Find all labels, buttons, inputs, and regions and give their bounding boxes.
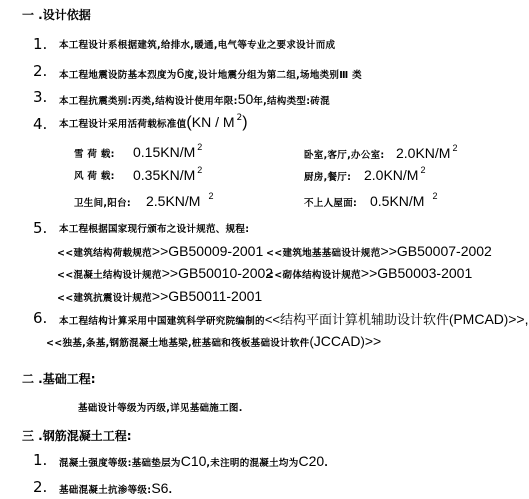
section-2-header: 二 .基础工程: [22, 372, 96, 386]
item-4-exp: 2 [236, 113, 243, 123]
roof-load-label: 不上人屋面: [304, 198, 358, 209]
code-3: <<混凝土结构设计规范>>GB50010-2002 [57, 265, 274, 281]
code-1: <<建筑结构荷载规范>>GB50009-2001 [57, 243, 264, 259]
snow-load-value: 0.15KN/M $^2$ [133, 142, 203, 160]
toilet-load-value: 2.5KN/M $^2$ [146, 191, 214, 209]
item-2-pre: 本工程地震设防基本烈度为 [59, 70, 177, 81]
code-2: <<建筑地基基础设计规范>>GB50007-2002 [266, 243, 492, 259]
code-5: <<建筑抗震设计规范>>GB50011-2001 [57, 288, 263, 304]
section-1-header: 一 .设计依据 [22, 8, 91, 22]
item-4-unit: KN / M [191, 114, 235, 130]
item-3-post: 年,结构类型:砖混 [253, 96, 330, 107]
wind-load-label: 风 荷 载: [74, 171, 115, 182]
item-6-number: 6. [33, 309, 48, 327]
s3-item-1-line: 混凝土强度等级:基础垫层为C10,未注明的混凝土均为C20. [59, 453, 329, 469]
item-3-pre: 本工程抗震类别:丙类,结构设计使用年限: [59, 96, 238, 107]
item-4-line: 本工程设计采用活荷载标准值(KN / M $^2$) [59, 113, 248, 131]
item-1-text: 本工程设计系根据建筑,给排水,暖通,电气等专业之要求设计而成 [59, 40, 336, 51]
item-5-text: 本工程根据国家现行颁布之设计规范、规程: [59, 224, 250, 235]
code-4: <<砌体结构设计规范>>GB50003-2001 [266, 265, 473, 281]
item-3-years: 50 [237, 91, 254, 107]
item-3-line [59, 91, 330, 107]
item-2-number: 2. [33, 62, 48, 80]
roof-load-value: 0.5KN/M $^2$ [370, 191, 438, 209]
section-3-header: 三 .钢筋混凝土工程: [22, 429, 132, 443]
kitchen-load-label: 厨房,餐厅: [304, 172, 352, 183]
item-2-post: 度,设计地震分组为第二组,场地类别Ⅲ 类 [184, 70, 362, 81]
section-2-text: 基础设计等级为丙级,详见基础施工图. [78, 403, 243, 414]
s3-item-2-line: 基础混凝土抗渗等级:S6. [59, 480, 173, 496]
wind-load-value: 0.35KN/M $^2$ [133, 165, 203, 183]
bedroom-load-label: 卧室,客厅,办公室: [304, 150, 385, 161]
item-4-pre: 本工程设计采用活荷载标准值 [59, 119, 187, 130]
s3-item-2-number: 2. [33, 478, 48, 496]
snow-load-label: 雪 荷 载: [74, 149, 115, 160]
item-6-line-1: 本工程结构计算采用中国建筑科学研究院编制的<<结构平面计算机辅助设计软件(PMCAD)>>, [59, 311, 529, 327]
item-3-number: 3. [33, 88, 48, 106]
item-5-number: 5. [33, 219, 48, 237]
bedroom-load-value: 2.0KN/M $^2$ [396, 143, 458, 161]
toilet-load-label: 卫生间,阳台: [74, 198, 132, 209]
item-6-line-2: <<独基,条基,钢筋混凝土地基梁,桩基础和筏板基础设计软件(JCCAD)>> [46, 333, 382, 349]
item-2-intensity: 6 [176, 65, 185, 81]
kitchen-load-value: 2.0KN/M $^2$ [364, 165, 426, 183]
item-2-line [59, 65, 362, 81]
item-4-number: 4. [33, 115, 48, 133]
item-1-number: 1. [33, 35, 48, 53]
s3-item-1-number: 1. [33, 451, 48, 469]
